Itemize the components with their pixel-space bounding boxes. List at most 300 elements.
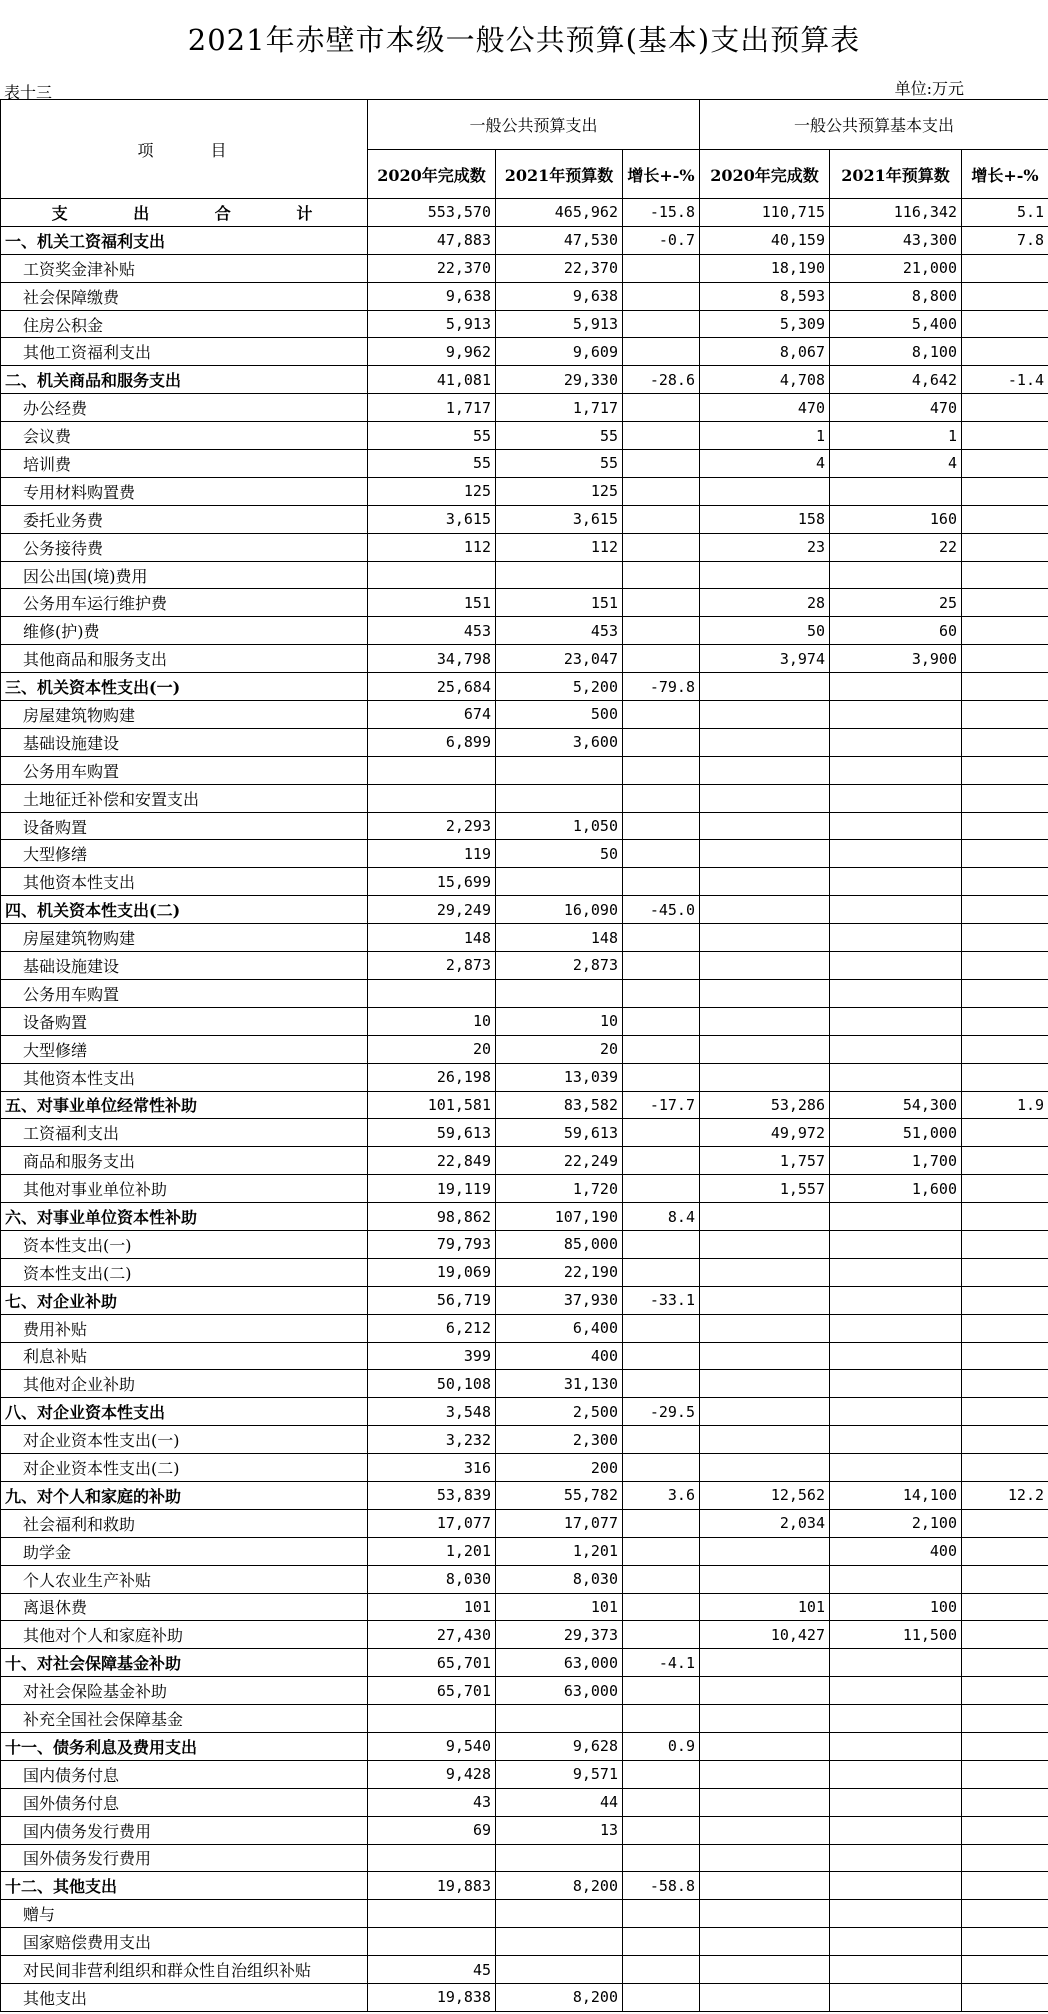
row-label: 三、机关资本性支出(一) [1,673,368,701]
row-label: 工资福利支出 [1,1119,368,1147]
table-row [1,1788,1048,1816]
cell-2021-basic [830,728,962,756]
table-row [1,1984,1048,2012]
cell-2021-general: 3,600 [496,728,623,756]
cell-growth-basic [962,1900,1048,1928]
cell-2020-basic: 28 [700,589,830,617]
cell-growth-basic [962,952,1048,980]
cell-2021-basic: 2,100 [830,1509,962,1537]
cell-growth-general [623,1119,700,1147]
table-row [1,1258,1048,1286]
cell-2020-basic: 49,972 [700,1119,830,1147]
cell-2020-basic: 53,286 [700,1091,830,1119]
row-label: 十、对社会保障基金补助 [1,1649,368,1677]
cell-2020-basic: 101 [700,1593,830,1621]
category-row [1,1203,1048,1231]
cell-2020-general: 399 [368,1342,496,1370]
cell-growth-general [623,1760,700,1788]
row-label: 对民间非营利组织和群众性自治组织补贴 [1,1956,368,1984]
cell-2021-basic [830,1872,962,1900]
row-label: 会议费 [1,422,368,450]
table-row [1,1844,1048,1872]
cell-growth-general [623,282,700,310]
cell-2020-basic [700,1677,830,1705]
row-label: 五、对事业单位经常性补助 [1,1091,368,1119]
cell-2021-general: 8,030 [496,1565,623,1593]
row-label: 公务用车购置 [1,756,368,784]
cell-2021-general: 59,613 [496,1119,623,1147]
cell-2020-basic: 12,562 [700,1481,830,1509]
cell-2021-basic [830,1984,962,2012]
cell-2020-basic [700,728,830,756]
cell-growth-basic [962,533,1048,561]
table-row [1,1537,1048,1565]
cell-2021-basic [830,1370,962,1398]
budget-table [0,99,1048,2012]
cell-2020-general: 98,862 [368,1203,496,1231]
table-row [1,1677,1048,1705]
cell-growth-general [623,1035,700,1063]
cell-growth-general [623,1705,700,1733]
cell-growth-basic [962,979,1048,1007]
cell-2021-basic [830,1816,962,1844]
table-number: 表十三 [4,83,53,102]
cell-growth-basic [962,1509,1048,1537]
cell-2021-basic: 25 [830,589,962,617]
row-label: 国内债务付息 [1,1760,368,1788]
cell-2021-basic [830,812,962,840]
cell-growth-general [623,1928,700,1956]
cell-2020-general: 125 [368,477,496,505]
table-row [1,450,1048,478]
cell-2020-basic: 4 [700,450,830,478]
cell-2020-general [368,1705,496,1733]
table-row [1,924,1048,952]
row-label: 住房公积金 [1,310,368,338]
cell-2020-general: 55 [368,450,496,478]
table-header [1,100,1048,199]
cell-2021-general: 9,609 [496,338,623,366]
cell-growth-basic [962,589,1048,617]
cell-2021-basic [830,1928,962,1956]
cell-2020-general [368,979,496,1007]
cell-growth-general [623,1063,700,1091]
table-row [1,1007,1048,1035]
row-label: 办公经费 [1,394,368,422]
table-row [1,812,1048,840]
cell-2021-general: 1,050 [496,812,623,840]
cell-2020-general: 151 [368,589,496,617]
category-row [1,1732,1048,1760]
cell-2020-basic [700,1788,830,1816]
cell-2021-general: 22,370 [496,254,623,282]
table-row [1,1565,1048,1593]
category-row [1,1649,1048,1677]
cell-2021-general: 13 [496,1816,623,1844]
cell-growth-general [623,1007,700,1035]
table-row [1,756,1048,784]
table-row [1,1063,1048,1091]
cell-2021-basic [830,673,962,701]
cell-2020-basic [700,1705,830,1733]
cell-2020-basic [700,1844,830,1872]
cell-2020-general: 69 [368,1816,496,1844]
cell-2020-general: 2,873 [368,952,496,980]
cell-growth-general [623,924,700,952]
cell-growth-basic [962,1203,1048,1231]
cell-2021-general: 125 [496,477,623,505]
cell-2020-basic [700,1454,830,1482]
cell-2020-general: 27,430 [368,1621,496,1649]
cell-2021-basic: 22 [830,533,962,561]
table-row [1,1509,1048,1537]
cell-2021-general: 453 [496,617,623,645]
row-label: 其他商品和服务支出 [1,645,368,673]
row-label: 九、对个人和家庭的补助 [1,1481,368,1509]
table-row [1,1370,1048,1398]
table-row [1,310,1048,338]
row-label: 基础设施建设 [1,952,368,980]
cell-2021-basic: 1 [830,422,962,450]
cell-2020-general: 34,798 [368,645,496,673]
table-row [1,1956,1048,1984]
cell-growth-general [623,1900,700,1928]
cell-growth-general: -45.0 [623,896,700,924]
cell-2020-general: 20 [368,1035,496,1063]
cell-growth-general [623,1788,700,1816]
row-label: 二、机关商品和服务支出 [1,366,368,394]
cell-2021-general [496,1900,623,1928]
cell-growth-general [623,1258,700,1286]
cell-growth-basic [962,1147,1048,1175]
cell-2020-basic [700,1649,830,1677]
row-label: 委托业务费 [1,505,368,533]
cell-2020-general: 29,249 [368,896,496,924]
cell-2021-general: 5,200 [496,673,623,701]
cell-2021-general: 22,249 [496,1147,623,1175]
cell-2020-general: 15,699 [368,868,496,896]
category-row [1,673,1048,701]
cell-2021-general: 151 [496,589,623,617]
cell-2020-basic [700,1342,830,1370]
cell-2021-general [496,561,623,589]
cell-growth-general [623,1426,700,1454]
header-2020-general: 2020年完成数 [368,150,496,199]
cell-2021-basic [830,1565,962,1593]
cell-2021-basic [830,1956,962,1984]
cell-growth-basic [962,1928,1048,1956]
table-row [1,1816,1048,1844]
cell-growth-general [623,756,700,784]
cell-2020-basic [700,784,830,812]
cell-2020-basic [700,673,830,701]
cell-2020-general: 119 [368,840,496,868]
cell-2020-general: 19,838 [368,1984,496,2012]
cell-2021-basic [830,896,962,924]
cell-growth-basic [962,450,1048,478]
cell-2020-basic [700,1035,830,1063]
cell-growth-basic: 7.8 [962,226,1048,254]
cell-growth-general [623,1677,700,1705]
cell-2020-general: 674 [368,701,496,729]
row-label: 土地征迁补偿和安置支出 [1,784,368,812]
table-row [1,1928,1048,1956]
cell-growth-basic: 5.1 [962,199,1048,227]
row-label: 个人农业生产补贴 [1,1565,368,1593]
cell-2020-general: 9,638 [368,282,496,310]
cell-2021-general: 29,330 [496,366,623,394]
page-title: 2021年赤壁市本级一般公共预算(基本)支出预算表 [187,23,861,57]
header-item: 项 目 [1,100,368,199]
table-row [1,1426,1048,1454]
cell-2020-basic [700,979,830,1007]
cell-growth-general [623,840,700,868]
cell-growth-basic [962,617,1048,645]
cell-2021-general: 9,628 [496,1732,623,1760]
row-label: 国外债务付息 [1,1788,368,1816]
cell-2021-basic: 43,300 [830,226,962,254]
cell-2021-general [496,1956,623,1984]
cell-2021-general [496,1705,623,1733]
cell-2020-general: 45 [368,1956,496,1984]
cell-2021-general: 83,582 [496,1091,623,1119]
cell-2020-general: 56,719 [368,1286,496,1314]
cell-2020-basic [700,1314,830,1342]
cell-2021-general: 200 [496,1454,623,1482]
cell-growth-basic [962,1454,1048,1482]
cell-2020-basic: 4,708 [700,366,830,394]
cell-growth-basic [962,1844,1048,1872]
cell-2020-basic [700,840,830,868]
cell-2020-general: 55 [368,422,496,450]
cell-2020-basic [700,1063,830,1091]
table-row [1,1760,1048,1788]
cell-2020-general: 47,883 [368,226,496,254]
cell-2020-basic: 5,309 [700,310,830,338]
cell-2021-basic [830,1063,962,1091]
cell-growth-general: -0.7 [623,226,700,254]
cell-growth-basic [962,1314,1048,1342]
cell-growth-general [623,784,700,812]
cell-2020-basic [700,1732,830,1760]
cell-growth-basic [962,756,1048,784]
cell-growth-general [623,1342,700,1370]
cell-2020-basic: 18,190 [700,254,830,282]
cell-2020-basic: 50 [700,617,830,645]
cell-2021-basic [830,979,962,1007]
cell-2021-general: 2,873 [496,952,623,980]
cell-growth-general [623,450,700,478]
cell-2020-general: 22,370 [368,254,496,282]
cell-2021-basic: 3,900 [830,645,962,673]
cell-2021-general: 37,930 [496,1286,623,1314]
cell-2020-general [368,1928,496,1956]
table-row [1,1593,1048,1621]
cell-2021-general: 63,000 [496,1649,623,1677]
cell-2021-general: 8,200 [496,1984,623,2012]
cell-2021-basic [830,840,962,868]
cell-growth-general [623,1621,700,1649]
header-growth-general: 增长+-% [623,150,700,199]
table-row [1,784,1048,812]
cell-2020-basic: 1,757 [700,1147,830,1175]
cell-2020-basic [700,1230,830,1258]
table-row [1,1705,1048,1733]
row-label: 房屋建筑物购建 [1,924,368,952]
cell-2020-general: 50,108 [368,1370,496,1398]
cell-growth-basic [962,1063,1048,1091]
cell-2020-general: 148 [368,924,496,952]
cell-growth-basic [962,1677,1048,1705]
cell-2021-general: 8,200 [496,1872,623,1900]
cell-2020-basic [700,1760,830,1788]
cell-2021-general: 63,000 [496,1677,623,1705]
cell-2020-basic [700,1286,830,1314]
cell-growth-basic [962,1119,1048,1147]
row-label: 助学金 [1,1537,368,1565]
cell-2021-general: 500 [496,701,623,729]
cell-growth-general: -29.5 [623,1398,700,1426]
cell-growth-basic [962,338,1048,366]
cell-2021-basic: 5,400 [830,310,962,338]
table-row [1,1175,1048,1203]
cell-2021-basic: 160 [830,505,962,533]
table-row [1,728,1048,756]
cell-2020-basic [700,1426,830,1454]
cell-growth-basic [962,505,1048,533]
cell-2021-general: 148 [496,924,623,952]
cell-growth-basic [962,1007,1048,1035]
cell-2020-general: 17,077 [368,1509,496,1537]
cell-2020-basic: 110,715 [700,199,830,227]
cell-2020-basic: 3,974 [700,645,830,673]
row-label: 十二、其他支出 [1,1872,368,1900]
cell-growth-basic [962,1426,1048,1454]
row-label: 国家赔偿费用支出 [1,1928,368,1956]
cell-2020-general [368,1900,496,1928]
cell-growth-basic [962,1286,1048,1314]
table-row [1,952,1048,980]
cell-growth-basic [962,422,1048,450]
cell-2020-basic [700,1203,830,1231]
row-label: 其他对个人和家庭补助 [1,1621,368,1649]
row-label: 费用补贴 [1,1314,368,1342]
cell-growth-basic [962,1816,1048,1844]
row-label: 公务用车购置 [1,979,368,1007]
table-row [1,1035,1048,1063]
cell-growth-general [623,254,700,282]
row-label: 离退休费 [1,1593,368,1621]
cell-2021-basic: 14,100 [830,1481,962,1509]
cell-2020-basic [700,1370,830,1398]
cell-2020-general [368,1844,496,1872]
row-label: 其他对事业单位补助 [1,1175,368,1203]
cell-2020-general: 19,119 [368,1175,496,1203]
table-body [1,199,1048,2012]
cell-2021-basic [830,1314,962,1342]
cell-2020-basic [700,1816,830,1844]
row-label: 资本性支出(二) [1,1258,368,1286]
cell-growth-basic [962,1956,1048,1984]
cell-2021-general: 2,300 [496,1426,623,1454]
cell-2021-basic [830,1649,962,1677]
cell-2021-general [496,756,623,784]
cell-2020-general: 10 [368,1007,496,1035]
cell-growth-basic [962,561,1048,589]
cell-growth-general [623,617,700,645]
cell-2021-basic: 116,342 [830,199,962,227]
cell-growth-general [623,812,700,840]
cell-growth-general [623,505,700,533]
header-2020-basic: 2020年完成数 [700,150,830,199]
cell-2021-general: 1,717 [496,394,623,422]
cell-2021-basic: 21,000 [830,254,962,282]
cell-2020-basic: 40,159 [700,226,830,254]
cell-growth-basic: -1.4 [962,366,1048,394]
cell-2020-basic: 23 [700,533,830,561]
cell-growth-basic [962,1370,1048,1398]
table-row [1,1900,1048,1928]
cell-growth-basic [962,924,1048,952]
cell-growth-general: 8.4 [623,1203,700,1231]
cell-growth-general [623,310,700,338]
cell-2020-basic: 158 [700,505,830,533]
cell-2021-general: 17,077 [496,1509,623,1537]
cell-growth-general [623,1537,700,1565]
cell-2020-basic [700,1900,830,1928]
category-row [1,226,1048,254]
cell-growth-general [623,589,700,617]
cell-2020-general: 101,581 [368,1091,496,1119]
cell-2020-basic [700,812,830,840]
cell-growth-basic [962,673,1048,701]
cell-growth-general [623,952,700,980]
cell-2020-general: 19,069 [368,1258,496,1286]
cell-2021-basic [830,952,962,980]
cell-2021-basic [830,1007,962,1035]
cell-2021-basic: 51,000 [830,1119,962,1147]
cell-2020-general: 53,839 [368,1481,496,1509]
cell-growth-basic [962,1705,1048,1733]
cell-2021-general: 9,638 [496,282,623,310]
cell-growth-general: -58.8 [623,1872,700,1900]
cell-2021-general: 101 [496,1593,623,1621]
row-label: 其他工资福利支出 [1,338,368,366]
cell-2021-basic [830,784,962,812]
cell-growth-general [623,561,700,589]
table-row [1,561,1048,589]
cell-2021-general: 16,090 [496,896,623,924]
row-label: 社会福利和救助 [1,1509,368,1537]
cell-growth-basic [962,1732,1048,1760]
cell-growth-general [623,1370,700,1398]
cell-growth-general [623,1844,700,1872]
cell-2021-general: 6,400 [496,1314,623,1342]
cell-2020-general: 9,962 [368,338,496,366]
cell-2021-basic: 11,500 [830,1621,962,1649]
cell-growth-basic [962,1035,1048,1063]
cell-2021-general: 3,615 [496,505,623,533]
cell-2020-basic [700,1398,830,1426]
cell-growth-general: -17.7 [623,1091,700,1119]
cell-2021-general: 29,373 [496,1621,623,1649]
cell-growth-basic [962,840,1048,868]
cell-2021-basic [830,1788,962,1816]
cell-2020-general: 5,913 [368,310,496,338]
row-label: 十一、债务利息及费用支出 [1,1732,368,1760]
cell-2020-general: 316 [368,1454,496,1482]
cell-growth-general: 3.6 [623,1481,700,1509]
